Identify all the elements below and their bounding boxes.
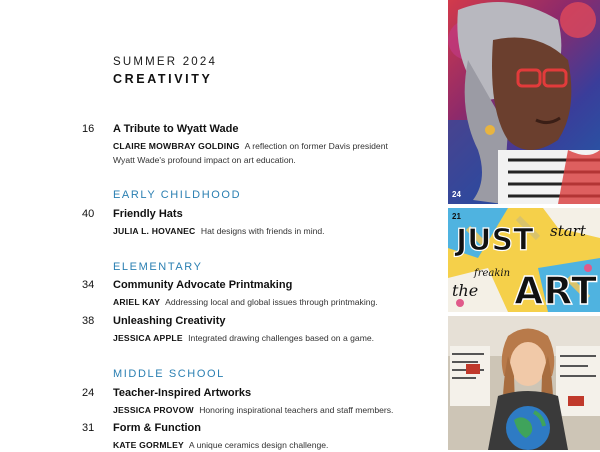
issue-label: SUMMER 2024 [113,56,218,68]
portrait-illustration [448,0,600,204]
section-heading-elementary: ELEMENTARY [113,261,203,273]
article-title[interactable]: Community Advocate Printmaking [113,279,293,291]
author-name: ARIEL KAY [113,297,161,307]
section-heading-early-childhood: EARLY CHILDHOOD [113,189,242,201]
page-number: 16 [82,123,95,135]
collage-illustration [448,316,600,450]
author-name: KATE GORMLEY [113,440,184,450]
article-summary: Honoring inspirational teachers and staff members. [199,405,394,415]
section-heading-middle-school: MIDDLE SCHOOL [113,368,225,380]
author-name: JESSICA PROVOW [113,405,194,415]
student-portrait-image [448,316,600,450]
lettering-word: freakin [474,268,511,279]
article-description [113,295,403,309]
lettering-illustration [448,208,600,312]
lettering-word: ART [514,269,597,312]
portrait-painting-image [448,0,600,204]
article-description [113,224,403,238]
lettering-word: JUST [456,223,534,258]
article-summary: A reflection on former Davis president Wyatt Wade's profound impact on art education. [113,141,388,165]
page-number: 40 [82,208,95,220]
page-number: 38 [82,315,95,327]
image-page-label: 24 [452,190,461,199]
article-summary: Addressing local and global issues through printmaking. [165,297,378,307]
article-description [113,403,403,417]
lettering-artwork-image [448,208,600,312]
page-number: 34 [82,279,95,291]
lettering-word: the [452,281,479,300]
lettering-word: start [550,222,586,240]
issue-theme: CREATIVITY [113,72,213,86]
article-description [113,331,403,345]
article-summary: Integrated drawing challenges based on a game. [188,333,375,343]
article-title[interactable]: A Tribute to Wyatt Wade [113,123,239,135]
article-title[interactable]: Form & Function [113,422,201,434]
article-description [113,139,403,167]
author-name: JESSICA APPLE [113,333,183,343]
page-number: 31 [82,422,95,434]
article-title[interactable]: Unleashing Creativity [113,315,226,327]
article-title[interactable]: Teacher-Inspired Artworks [113,387,252,399]
article-summary: A unique ceramics design challenge. [188,440,329,450]
image-page-label: 21 [452,212,461,221]
article-title[interactable]: Friendly Hats [113,208,183,220]
page-number: 24 [82,387,95,399]
author-name: CLAIRE MOWBRAY GOLDING [113,141,240,151]
author-name: JULIA L. HOVANEC [113,226,196,236]
artwork-column [448,0,600,450]
article-summary: Hat designs with friends in mind. [200,226,325,236]
